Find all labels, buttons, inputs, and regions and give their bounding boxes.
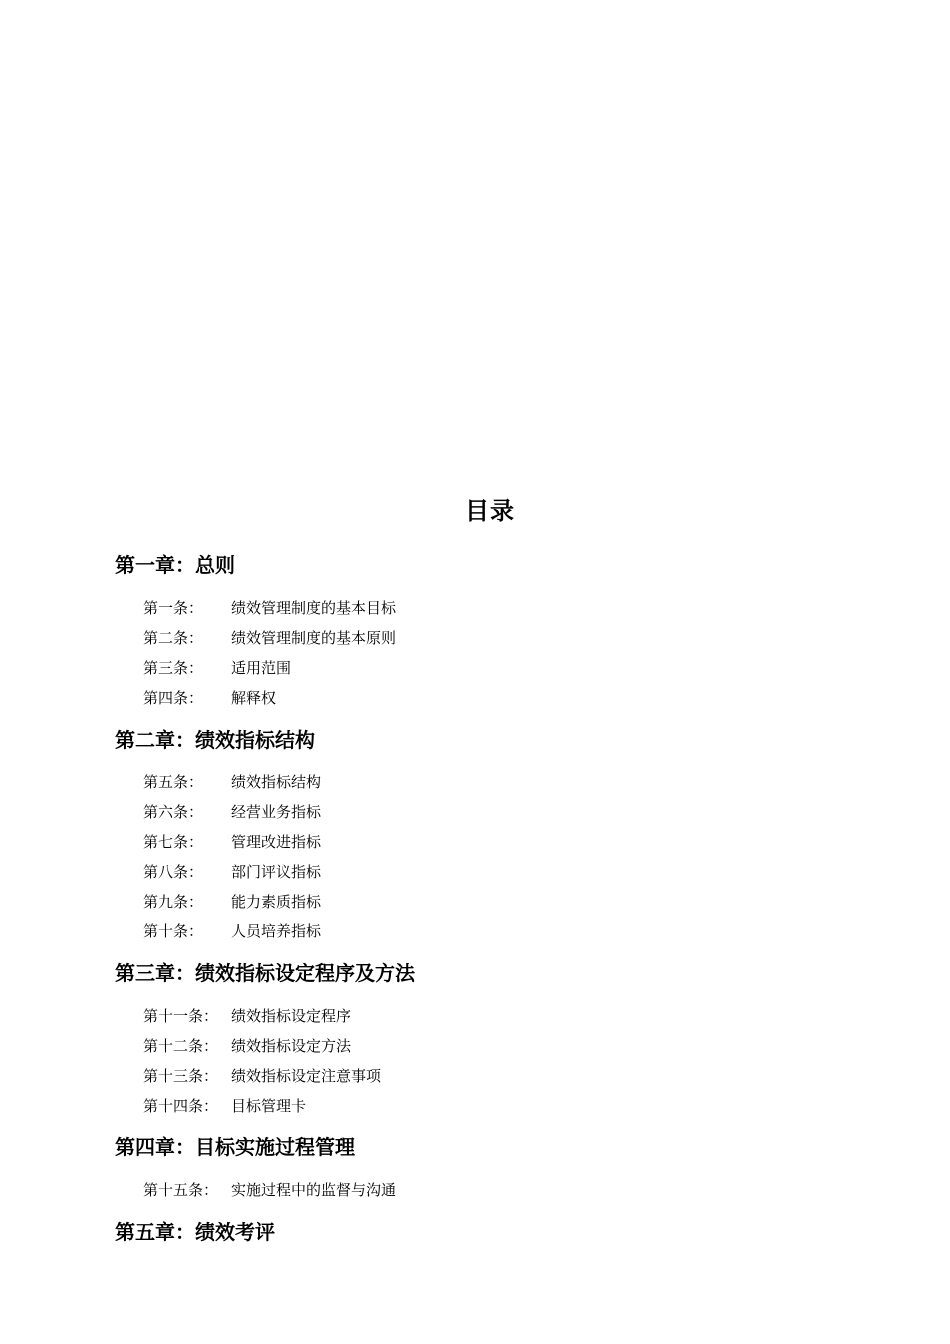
toc-chapter-4[interactable]: 第四章：目标实施过程管理 bbox=[115, 1135, 355, 1159]
toc-article-9[interactable] bbox=[143, 891, 321, 913]
article-number: 第四条： bbox=[143, 689, 204, 707]
toc-title: 目录 bbox=[465, 497, 515, 525]
article-number: 第十五条： bbox=[143, 1181, 219, 1199]
article-number: 第五条： bbox=[143, 773, 204, 791]
article-title: 能力素质指标 bbox=[231, 893, 322, 911]
toc-article-12[interactable] bbox=[143, 1035, 351, 1057]
article-number: 第十二条： bbox=[143, 1037, 219, 1055]
article-title: 实施过程中的监督与沟通 bbox=[231, 1181, 397, 1199]
article-title: 绩效指标设定注意事项 bbox=[231, 1067, 382, 1085]
toc-article-3[interactable] bbox=[143, 657, 291, 679]
article-title: 绩效管理制度的基本原则 bbox=[231, 629, 397, 647]
article-title: 适用范围 bbox=[231, 659, 292, 677]
toc-article-15[interactable] bbox=[143, 1179, 396, 1201]
toc-article-14[interactable] bbox=[143, 1095, 306, 1117]
toc-article-4[interactable] bbox=[143, 687, 276, 709]
article-title: 绩效指标结构 bbox=[231, 773, 322, 791]
article-title: 目标管理卡 bbox=[231, 1097, 307, 1115]
article-number: 第三条： bbox=[143, 659, 204, 677]
article-number: 第九条： bbox=[143, 893, 204, 911]
article-number: 第十条： bbox=[143, 922, 204, 940]
article-title: 人员培养指标 bbox=[231, 922, 322, 940]
toc-article-5[interactable] bbox=[143, 771, 321, 793]
article-title: 解释权 bbox=[231, 689, 277, 707]
article-number: 第一条： bbox=[143, 599, 204, 617]
article-number: 第十三条： bbox=[143, 1067, 219, 1085]
article-title: 绩效管理制度的基本目标 bbox=[231, 599, 397, 617]
toc-article-7[interactable] bbox=[143, 831, 321, 853]
article-title: 经营业务指标 bbox=[231, 803, 322, 821]
article-title: 部门评议指标 bbox=[231, 863, 322, 881]
toc-article-1[interactable] bbox=[143, 597, 396, 619]
toc-article-11[interactable] bbox=[143, 1005, 351, 1027]
toc-article-10[interactable] bbox=[143, 920, 321, 942]
toc-article-8[interactable] bbox=[143, 861, 321, 883]
toc-chapter-3[interactable]: 第三章：绩效指标设定程序及方法 bbox=[115, 961, 415, 985]
article-title: 绩效指标设定程序 bbox=[231, 1007, 352, 1025]
article-number: 第十四条： bbox=[143, 1097, 219, 1115]
toc-chapter-1[interactable]: 第一章：总则 bbox=[115, 553, 235, 577]
article-title: 管理改进指标 bbox=[231, 833, 322, 851]
toc-article-6[interactable] bbox=[143, 801, 321, 823]
toc-chapter-5[interactable]: 第五章：绩效考评 bbox=[115, 1220, 275, 1244]
toc-article-13[interactable] bbox=[143, 1065, 381, 1087]
article-number: 第二条： bbox=[143, 629, 204, 647]
article-title: 绩效指标设定方法 bbox=[231, 1037, 352, 1055]
article-number: 第十一条： bbox=[143, 1007, 219, 1025]
toc-article-2[interactable] bbox=[143, 627, 396, 649]
article-number: 第八条： bbox=[143, 863, 204, 881]
article-number: 第七条： bbox=[143, 833, 204, 851]
article-number: 第六条： bbox=[143, 803, 204, 821]
toc-chapter-2[interactable]: 第二章：绩效指标结构 bbox=[115, 728, 315, 752]
